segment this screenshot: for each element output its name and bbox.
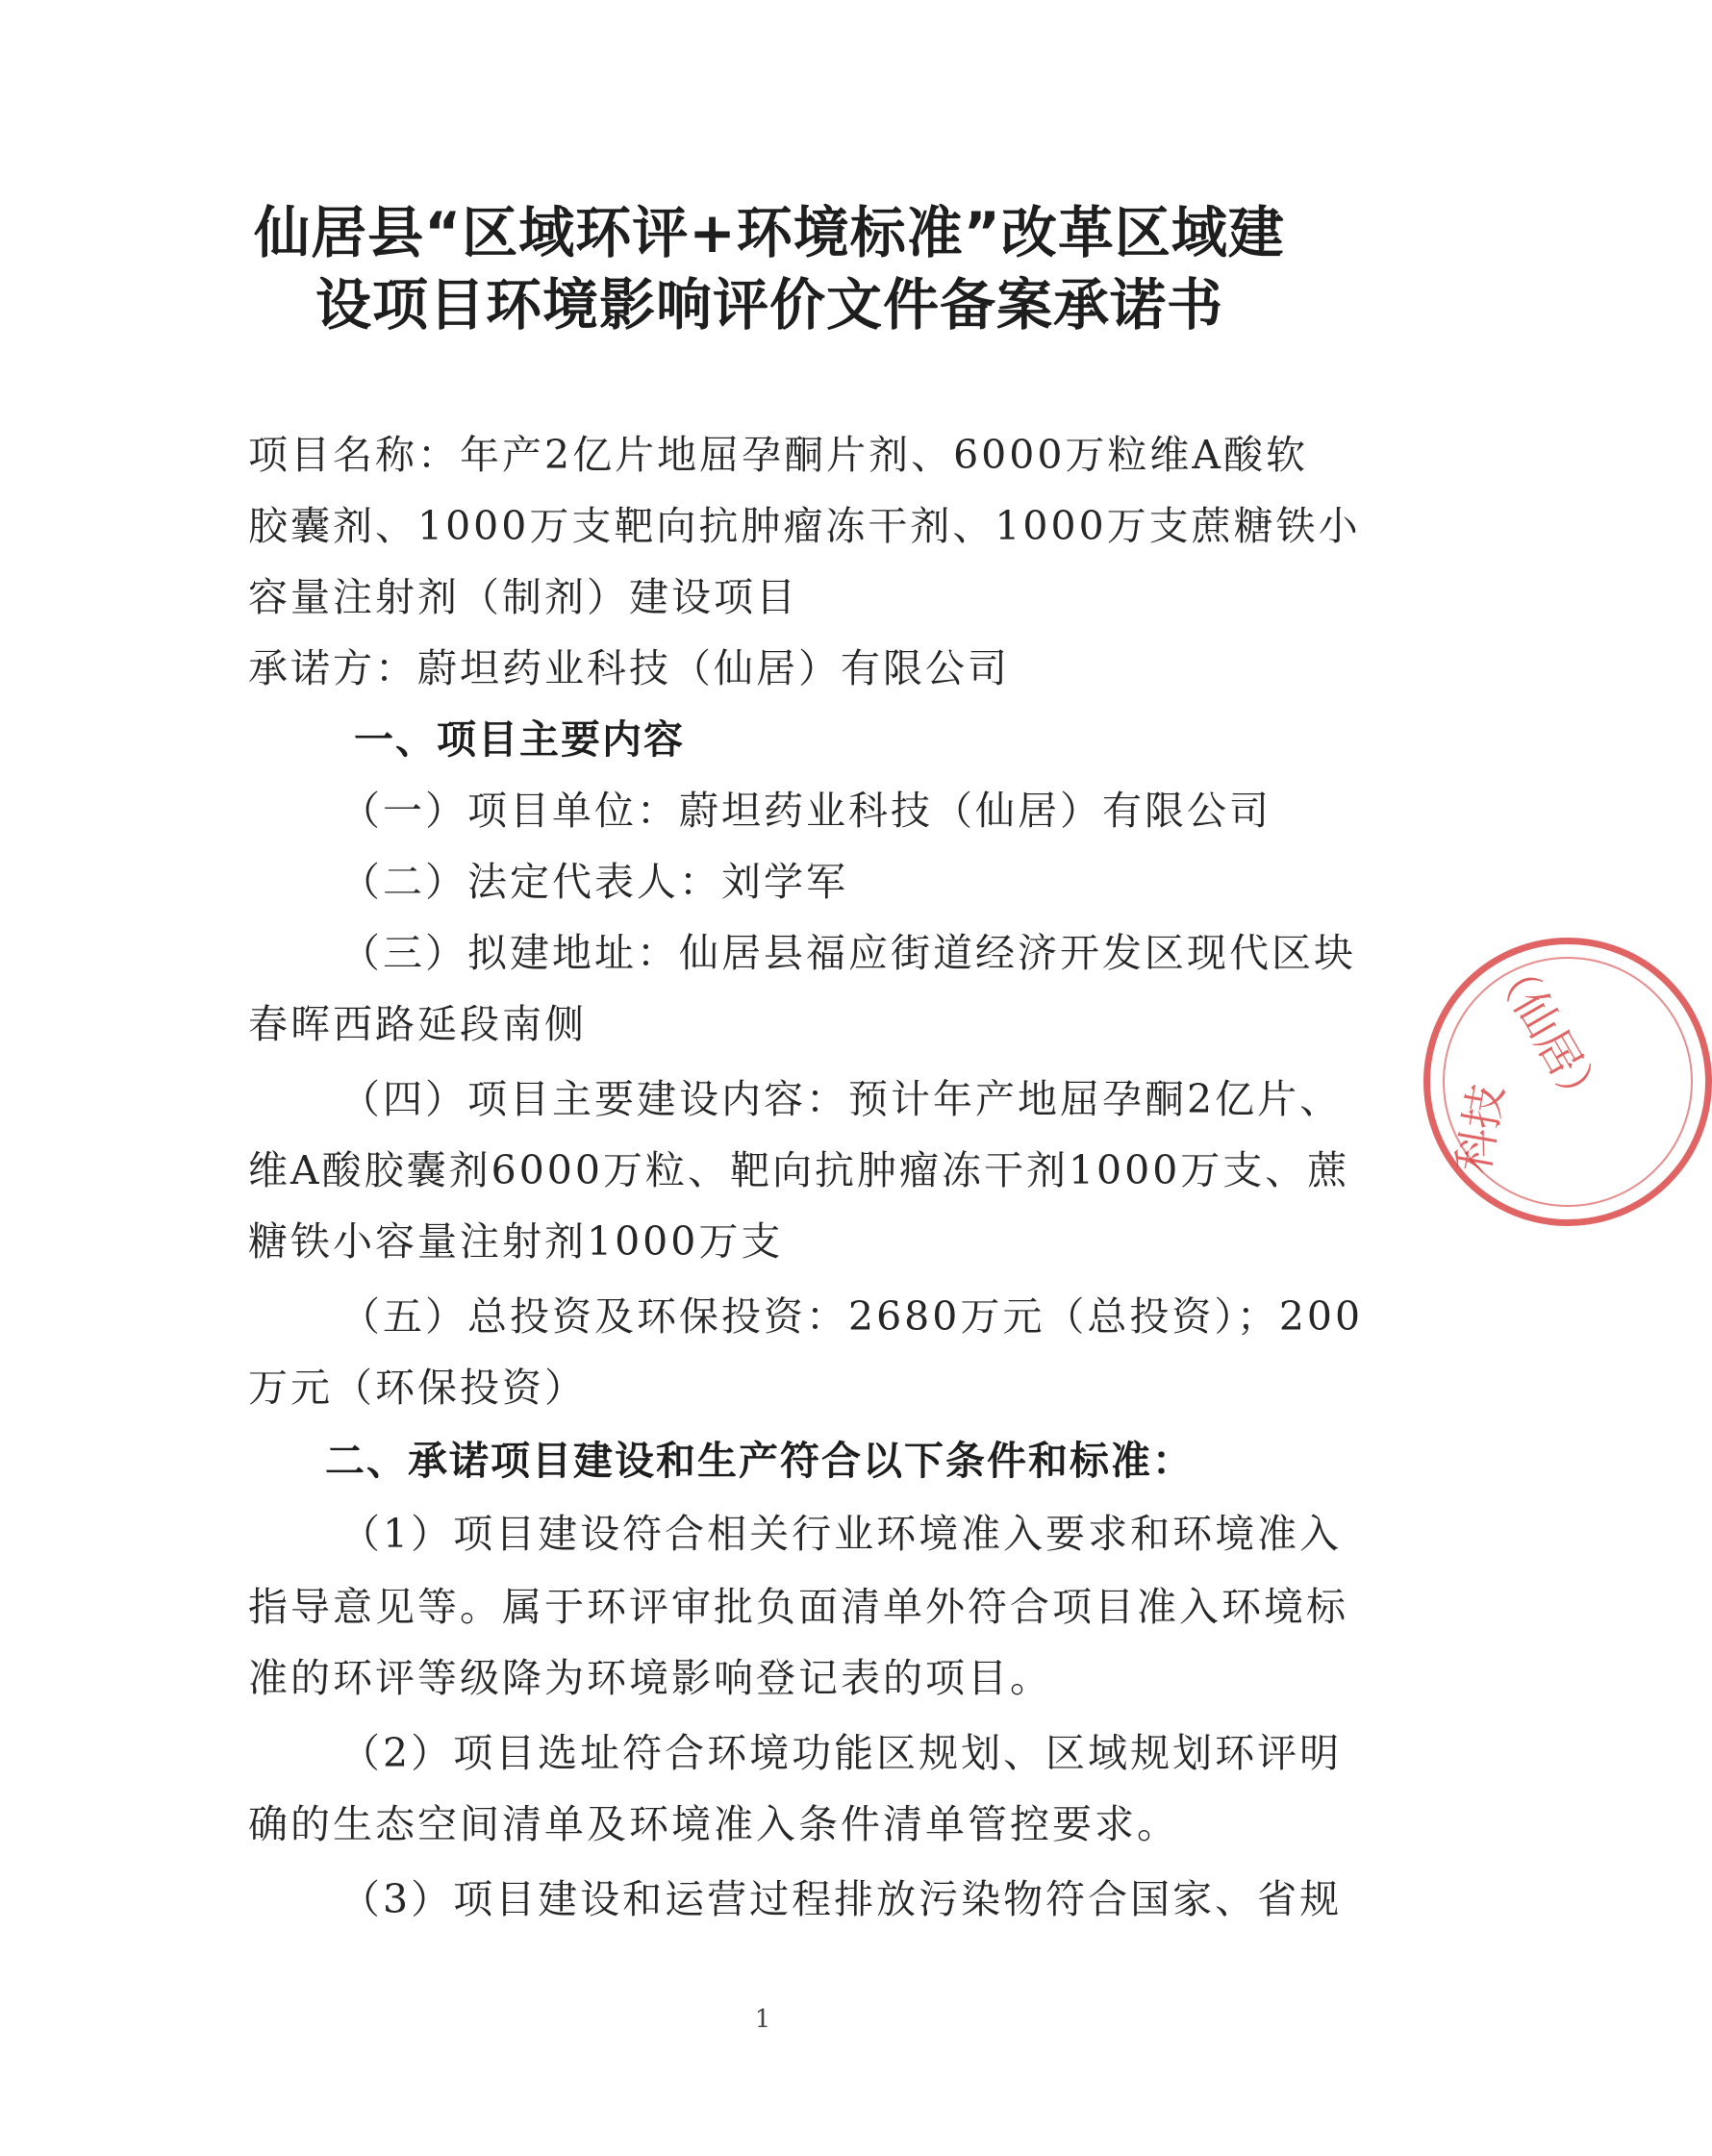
condition-1-line-3: 准的环评等级降为环境影响登记表的项目。: [248, 1655, 1052, 1701]
condition-2-line-2: 确的生态空间清单及环境准入条件清单管控要求。: [248, 1801, 1179, 1847]
item-address-line-1: （三）拟建地址：仙居县福应街道经济开发区现代区块: [340, 930, 1356, 976]
condition-2-line-1: （2）项目选址符合环境功能区规划、区域规划环评明: [340, 1730, 1343, 1776]
document-title-line-1: 仙居县“区域环评+环境标准”改革区域建: [254, 200, 1285, 265]
seal-text-a: （仙居）: [1481, 943, 1615, 1123]
section-1-heading: 一、项目主要内容: [354, 716, 685, 763]
promiser-line: 承诺方：蔚坦药业科技（仙居）有限公司: [248, 645, 1010, 691]
document-title-line-2: 设项目环境影响评价文件备案承诺书: [315, 272, 1223, 338]
condition-1-line-1: （1）项目建设符合相关行业环境准入要求和环境准入: [340, 1511, 1343, 1557]
item-legal-representative: （二）法定代表人：刘学军: [340, 859, 848, 905]
item-construction-line-3: 糖铁小容量注射剂1000万支: [248, 1218, 784, 1265]
page-number: 1: [754, 2005, 771, 2034]
project-name-line-3: 容量注射剂（制剂）建设项目: [248, 574, 798, 620]
section-2-heading: 二、承诺项目建设和生产符合以下条件和标准：: [325, 1438, 1194, 1484]
item-project-unit: （一）项目单位：蔚坦药业科技（仙居）有限公司: [340, 788, 1271, 834]
item-construction-line-1: （四）项目主要建设内容：预计年产地屈孕酮2亿片、: [340, 1076, 1343, 1122]
project-name-line-2: 胶囊剂、1000万支靶向抗肿瘤冻干剂、1000万支蔗糖铁小: [248, 503, 1361, 549]
item-address-line-2: 春晖西路延段南侧: [248, 1001, 587, 1047]
condition-1-line-2: 指导意见等。属于环评审批负面清单外符合项目准入环境标: [248, 1584, 1348, 1630]
item-investment-line-1: （五）总投资及环保投资：2680万元（总投资）；200: [340, 1293, 1364, 1340]
seal-text-b: 科技: [1447, 1080, 1514, 1177]
item-construction-line-2: 维A酸胶囊剂6000万粒、靶向抗肿瘤冻干剂1000万支、蔗: [248, 1147, 1350, 1193]
item-investment-line-2: 万元（环保投资）: [248, 1365, 587, 1411]
condition-3-line-1: （3）项目建设和运营过程排放污染物符合国家、省规: [340, 1876, 1343, 1922]
project-name-line-1: 项目名称：年产2亿片地屈孕酮片剂、6000万粒维A酸软: [248, 432, 1309, 478]
